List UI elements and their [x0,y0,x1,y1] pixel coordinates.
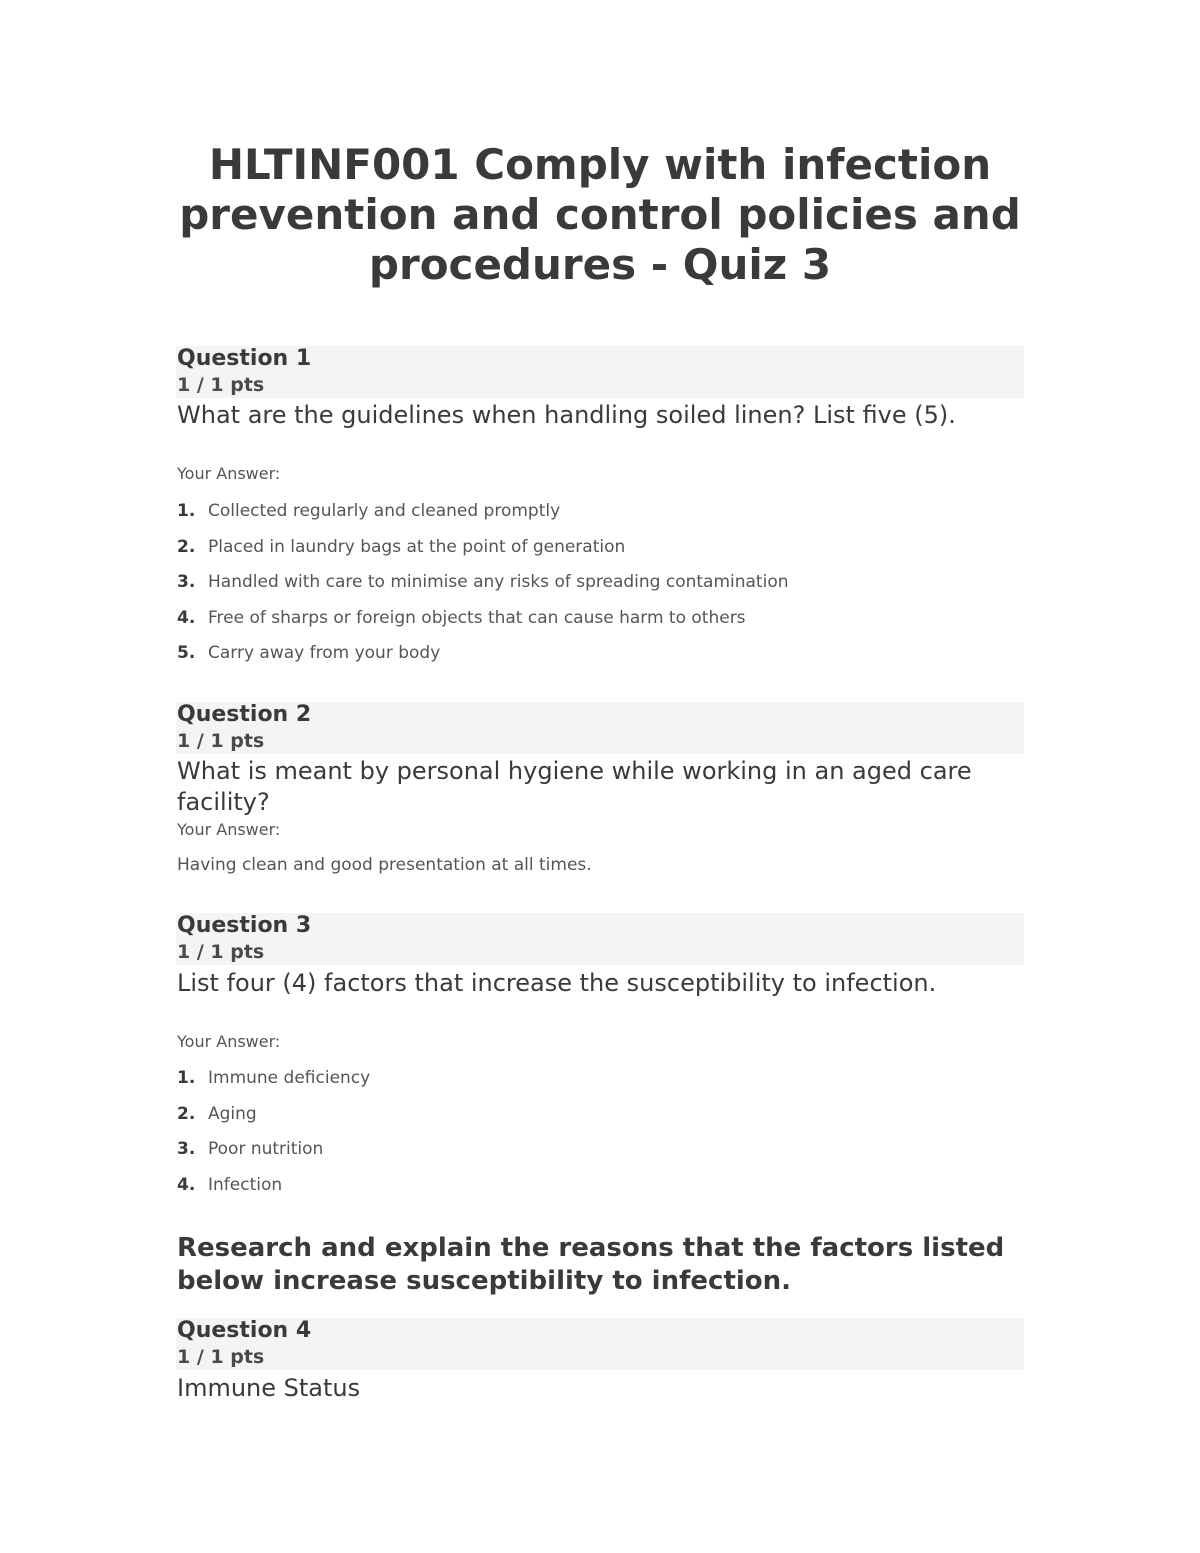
list-item: 1. Collected regularly and cleaned promptly [177,501,561,521]
your-answer-label: Your Answer: [177,1032,281,1051]
question-3-answer-list [176,1068,370,1210]
section-heading: Research and explain the reasons that the factors listed below increase susceptibility to infection. [177,1233,1005,1296]
question-1-text: What are the guidelines when handling soiled linen? List five (5). [177,401,956,429]
list-item: 3. Poor nutrition [177,1139,324,1159]
list-item: 2. Placed in laundry bags at the point of generation [177,536,626,557]
page-title: HLTINF001 Comply with infection prevention and control policies and procedures - Quiz 3 [179,140,1021,289]
question-1-answer-list [176,501,789,679]
question-points: 1 / 1 pts [177,730,265,752]
question-2-text: What is meant by personal hygiene while working in an aged care facility? [177,757,972,816]
question-3-text: List four (4) factors that increase the susceptibility to infection. [177,969,937,997]
question-2-header [176,702,1024,754]
your-answer-label: Your Answer: [177,820,281,839]
list-item: 4. Infection [177,1174,283,1195]
question-label: Question 1 [177,346,312,371]
question-label: Question 2 [177,702,312,727]
list-item: 2. Aging [177,1103,257,1124]
question-2-answer: Having clean and good presentation at all times. [177,855,592,875]
your-answer-label: Your Answer: [177,464,281,483]
question-4-text: Immune Status [177,1374,361,1402]
question-points: 1 / 1 pts [177,941,265,963]
question-label: Question 3 [177,913,312,938]
question-points: 1 / 1 pts [177,1346,265,1368]
question-label: Question 4 [177,1318,312,1343]
list-item: 4. Free of sharps or foreign objects that can cause harm to others [177,607,746,628]
list-item: 3. Handled with care to minimise any risks of spreading contamination [177,572,789,592]
question-points: 1 / 1 pts [177,374,265,396]
question-1-header [176,346,1024,398]
list-item: 5. Carry away from your body [177,643,441,663]
question-3-header [176,913,1024,965]
list-item: 1. Immune deficiency [177,1068,371,1088]
question-4-header [176,1318,1024,1370]
